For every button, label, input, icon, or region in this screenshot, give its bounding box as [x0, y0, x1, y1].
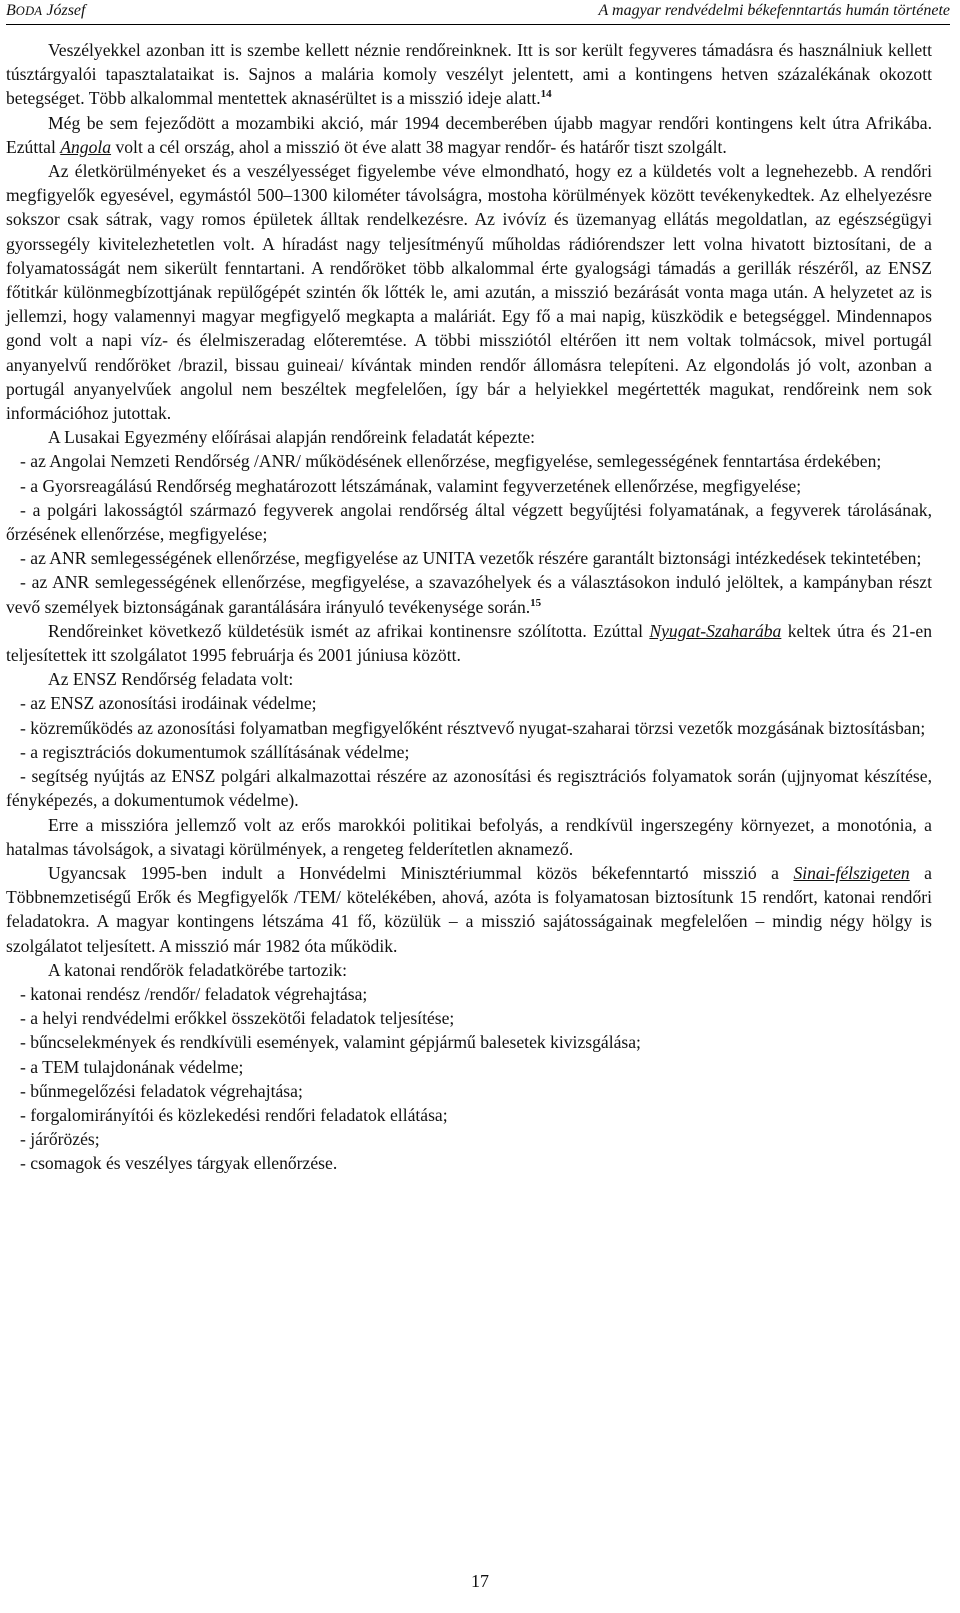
list-item: - közreműködés az azonosítási folyamatban megfigyelőként résztvevő nyugat-szaharai törzsi vezetők mozgásának biztosításban;: [20, 717, 926, 738]
paragraph-3: Az életkörülményeket és a veszélyességet figyelembe véve elmondható, hogy ez a küldetés volt a legnehezebb. A rendőri megfigyelők egyesével, egymástól 500–1300 kilométer távolságra, mostoha körülmények között tevékenykedtek. Az elhelyezésre sokszor csak sátrak, vagy romos épületek álltak rendelkezésre. Az ivóvíz és üzemanyag ellátás megoldatlan, az egészségügyi gyorssegély kivitelezhetetlen volt. A híradást nagy teljesítményű műholdas rádiórendszer lett volna hivatott biztosítani, de a folyamatosságát nem sikerült fenntartani. A rendőröket több alkalommal érte gyalogsági támadás a gerillák részéről, az ENSZ főtitkár különmegbízottjának repülőgépét szintén ők lőtték le, ami azután, a misszió bezárását vonta maga után. A helyzetet az is jellemzi, hogy valamennyi magyar megfigyelő megkapta a maláriát. Egy fő a mai napig, küszködik e betegséggel. Mindennapos gond volt a napi víz- és élelmiszeradag előteremtése. A többi missziótól eltérően itt nem voltak tolmácsok, mivel portugál anyanyelvű rendőröket /brazil, bissau guineai/ kívántak minden rendőr állomásra telepíteni. Az elgondolás jó volt, azonban a portugál anyanyelvűek angolul nem beszéltek megfelelően, így bár a helyiekkel megértették magukat, rendőreink nem sok információhoz jutottak.: [6, 161, 932, 424]
paragraph-9: A katonai rendőrök feladatkörébe tartozik:: [48, 959, 347, 980]
list-item-with-footnote: [6, 570, 932, 618]
paragraph-8-text-a: Ugyancsak 1995-ben indult a Honvédelmi Minisztériummal közös békefenntartó misszió a: [48, 862, 794, 883]
running-title: A magyar rendvédelmi békefenntartás humán története: [598, 2, 950, 19]
footnote-ref-15[interactable]: 15: [530, 596, 542, 609]
paragraph-4: A Lusakai Egyezmény előírásai alapján rendőreink feladatát képezte:: [48, 427, 536, 448]
paragraph-5-text-b: keltek útra és 21-en teljesítettek itt szolgálatot 1995 februárja és 2001 júniusa között.: [6, 620, 933, 666]
paragraph-6: Az ENSZ Rendőrség feladata volt:: [48, 669, 294, 690]
link-nyugat-szahara-part-1: Nyugat-Szahará: [649, 620, 764, 641]
list-item: - a Gyorsreagálású Rendőrség meghatározott létszámának, valamint fegyverzetének ellenőrzése, megfigyelése;: [20, 475, 802, 496]
list-item: - az Angolai Nemzeti Rendőrség /ANR/ működésének ellenőrzése, megfigyelése, semlegességének fenntartása érdekében;: [20, 451, 882, 472]
link-nyugat-szahara[interactable]: [649, 621, 781, 641]
list-item: - az ENSZ azonosítási irodáinak védelme;: [20, 693, 317, 714]
paragraph-2: [6, 111, 932, 159]
list-item: - bűncselekmények és rendkívüli események, valamint gépjármű balesetek kivizsgálása;: [20, 1032, 641, 1053]
page-body: [6, 38, 932, 1176]
paragraph-8: [6, 861, 932, 958]
paragraph-7: Erre a misszióra jellemző volt az erős marokkói politikai befolyás, a rendkívül ingerszegény környezet, a monotónia, a hatalmas távolságok, a sivatagi körülmények, a rengeteg felderítetlen aknamező.: [6, 814, 932, 859]
link-nyugat-szahara-part-2: ba: [763, 620, 782, 641]
list-item: - katonai rendész /rendőr/ feladatok végrehajtása;: [20, 983, 368, 1004]
header-author: [6, 0, 85, 22]
page-header: [6, 0, 950, 25]
list-item: - járőrözés;: [20, 1129, 100, 1150]
list-item: - a polgári lakosságtól származó fegyverek angolai rendőrség által végzett begyűjtési folyamatának, a fegyverek tárolásának, őrzésének ellenőrzése, megfigyelése;: [6, 499, 932, 545]
list-item: - az ANR semlegességének ellenőrzése, megfigyelése az UNITA vezetők részére garantált biztonsági intézkedések tekintetében;: [20, 548, 922, 569]
link-angola[interactable]: Angola: [60, 136, 112, 157]
page-number: 17: [471, 1571, 489, 1591]
list-item: - bűnmegelőzési feladatok végrehajtása;: [20, 1080, 303, 1101]
paragraph-8-text-b: a Többnemzetiségű Erők és Megfigyelők /TEM/ kötelékében, ahová, azóta is folyamatosan biztosítunk 15 rendőrt, katonai rendőri feladatokra. A magyar kontingens létszáma 41 fő, közülük – a misszió sajátosságainak megfelelően – mindig négy hölgy is szolgálatot teljesített. A misszió már 1982 óta működik.: [6, 862, 932, 956]
list-item: - forgalomirányítói és közlekedési rendőri feladatok ellátása;: [20, 1104, 448, 1125]
paragraph-5: [6, 619, 932, 667]
author-surname-caps: ODA: [15, 4, 43, 18]
paragraph-1: [6, 38, 932, 111]
author-initial: B: [6, 2, 16, 19]
list-item: - a TEM tulajdonának védelme;: [20, 1056, 244, 1077]
list-item: - a regisztrációs dokumentumok szállításának védelme;: [20, 741, 410, 762]
paragraph-2-text-a: Még be sem fejeződött a mozambiki akció, már 1994 decemberében újabb magyar rendőri kontingens kelt útra Afrikába. Ezúttal: [6, 112, 932, 157]
list-item: - csomagok és veszélyes tárgyak ellenőrzése.: [20, 1153, 338, 1174]
author-given-name: József: [42, 2, 86, 19]
list-item: - a helyi rendvédelmi erőkkel összekötői feladatok teljesítése;: [20, 1008, 455, 1029]
paragraph-5-text-a: Rendőreinket következő küldetésük ismét az afrikai kontinensre szólította. Ezúttal: [48, 620, 650, 641]
list-item: - segítség nyújtás az ENSZ polgári alkalmazottai részére az azonosítási és regisztrációs folyamatok során (ujjnyomat készítése, fényképezés, a dokumentumok védelme).: [6, 766, 932, 811]
list-item-text: - az ANR semlegességének ellenőrzése, megfigyelése, a szavazóhelyek és a választásokon induló jelöltek, a kampányban részt vevő személyek biztonságának garantálására irányuló tevékenysége során.: [6, 572, 932, 617]
paragraph-1-text: Veszélyekkel azonban itt is szembe kellett néznie rendőreinknek. Itt is sor került fegyveres támadásra és használniuk kellett túsztárgyalói tapasztalataikat is. Sajnos a malária komoly veszélyt jelentett, ami a kontingens hetven százalékának okozott betegséget. Több alkalommal mentettek aknasérültet is a misszió ideje alatt.: [6, 40, 932, 109]
footnote-ref-14[interactable]: 14: [540, 88, 552, 101]
paragraph-2-text-b: volt a cél ország, ahol a misszió öt éve alatt 38 magyar rendőr- és határőr tiszt szolgált.: [111, 136, 727, 157]
link-sinai-felsziget[interactable]: Sinai-félszigeten: [793, 862, 910, 883]
